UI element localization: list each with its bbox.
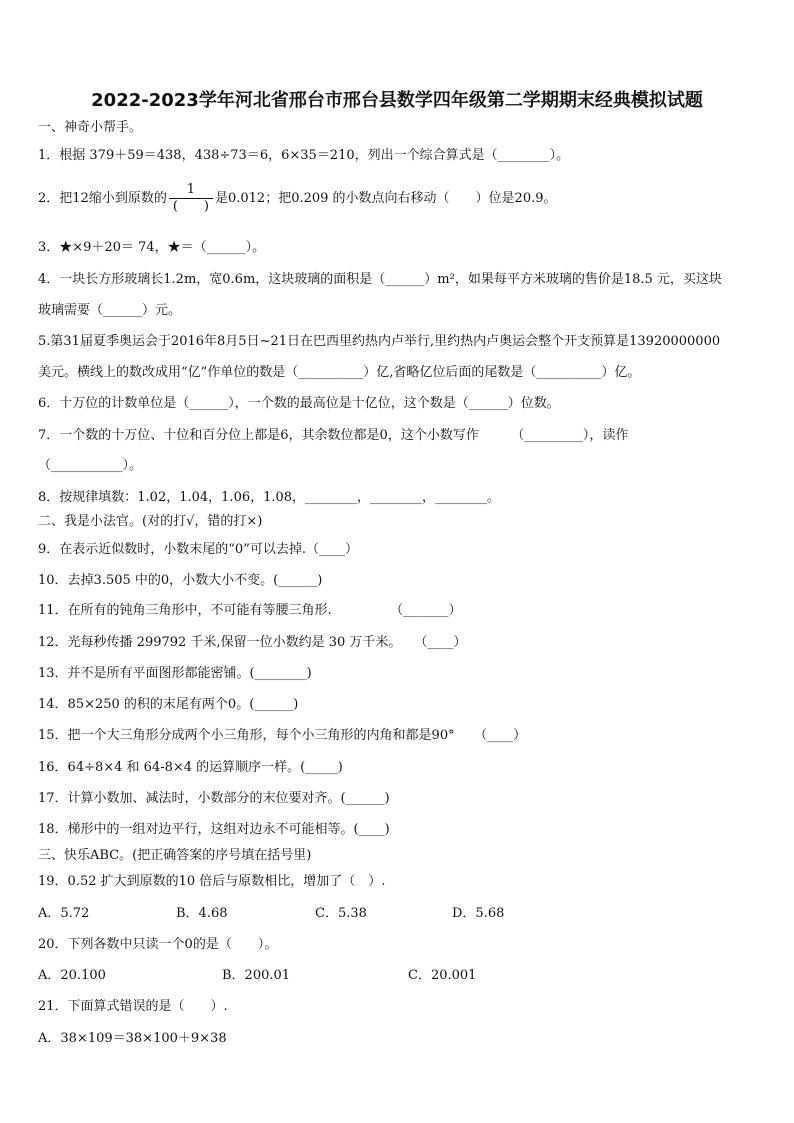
question-18: 18．梯形中的一组对边平行，这组对边永不可能相等。(____) bbox=[38, 822, 390, 837]
question-20: 20．下列各数中只读一个0的是（ ）。 bbox=[38, 937, 278, 952]
question-19-option-c: C．5.38 bbox=[315, 906, 367, 921]
fraction-denominator: ( ) bbox=[169, 198, 213, 215]
question-16: 16．64÷8×4 和 64-8×4 的运算顺序一样。(_____) bbox=[38, 760, 343, 775]
question-13: 13．并不是所有平面图形都能密铺。(________) bbox=[38, 666, 312, 681]
question-7-line-1: 7．一个数的十万位、十位和百分位上都是6，其余数位都是0，这个小数写作 （_________），读作 bbox=[38, 428, 629, 443]
question-7-line-2: （___________）。 bbox=[38, 458, 143, 473]
section-heading-3: 三、快乐ABC。(把正确答案的序号填在括号里) bbox=[38, 848, 312, 863]
question-2-after: 是0.012；把0.209 的小数点向右移动（ ）位是20.9。 bbox=[214, 191, 557, 206]
question-5-line-2: 美元。横线上的数改成用“亿”作单位的数是（__________）亿,省略亿位后面的尾数是（__________）亿。 bbox=[38, 365, 641, 380]
fraction bbox=[169, 182, 213, 215]
question-2-before: 2．把12缩小到原数的 bbox=[38, 191, 167, 206]
page-title: 2022-2023学年河北省邢台市邢台县数学四年级第二学期期末经典模拟试题 bbox=[91, 90, 703, 111]
question-21-option-a: A．38×109＝38×100＋9×38 bbox=[38, 1031, 227, 1046]
question-20-option-c: C．20.001 bbox=[408, 968, 477, 983]
question-2 bbox=[38, 182, 557, 215]
question-11: 11．在所有的钝角三角形中，不可能有等腰三角形. （_______） bbox=[38, 603, 462, 618]
question-21: 21．下面算式错误的是（ ）. bbox=[38, 999, 228, 1014]
question-14: 14．85×250 的积的末尾有两个0。(______) bbox=[38, 697, 299, 712]
question-9: 9．在表示近似数时，小数末尾的“0”可以去掉.（____） bbox=[38, 542, 358, 557]
question-17: 17．计算小数加、减法时，小数部分的末位要对齐。(______) bbox=[38, 791, 390, 806]
question-19-option-d: D．5.68 bbox=[452, 906, 505, 921]
question-19-option-b: B．4.68 bbox=[176, 906, 228, 921]
question-19: 19．0.52 扩大到原数的10 倍后与原数相比，增加了（ ）. bbox=[38, 874, 386, 889]
question-10: 10．去掉3.505 中的0，小数大小不变。(______) bbox=[38, 573, 323, 588]
question-4-line-1: 4．一块长方形玻璃长1.2m，宽0.6m，这块玻璃的面积是（______）m²，如果每平方米玻璃的售价是18.5 元，买这块 bbox=[38, 272, 722, 287]
question-8: 8．按规律填数：1.02，1.04，1.06，1.08，________，________，________。 bbox=[38, 490, 501, 505]
question-20-option-b: B．200.01 bbox=[222, 968, 291, 983]
fraction-numerator: 1 bbox=[186, 182, 196, 197]
question-12: 12．光每秒传播 299792 千米,保留一位小数约是 30 万千米。 （____） bbox=[38, 635, 467, 650]
question-20-option-a: A．20.100 bbox=[38, 968, 106, 983]
section-heading-2: 二、我是小法官。(对的打√，错的打×) bbox=[38, 514, 263, 529]
question-19-option-a: A．5.72 bbox=[38, 906, 90, 921]
question-4-line-2: 玻璃需要（______）元。 bbox=[38, 303, 182, 318]
question-3: 3．★×9＋20＝ 74，★＝（______）。 bbox=[38, 240, 266, 255]
question-1: 1．根据 379＋59＝438，438÷73＝6，6×35＝210，列出一个综合算式是（________）。 bbox=[38, 148, 570, 163]
section-heading-1: 一、神奇小帮手。 bbox=[38, 120, 143, 135]
question-15: 15．把一个大三角形分成两个小三角形，每个小三角形的内角和都是90° （____） bbox=[38, 728, 527, 743]
question-6: 6．十万位的计数单位是（______），一个数的最高位是十亿位，这个数是（______）位数。 bbox=[38, 396, 560, 411]
question-5-line-1: 5.第31届夏季奥运会于2016年8月5日~21日在巴西里约热内卢举行,里约热内卢奥运会整个开支预算是13920000000 bbox=[38, 334, 721, 349]
